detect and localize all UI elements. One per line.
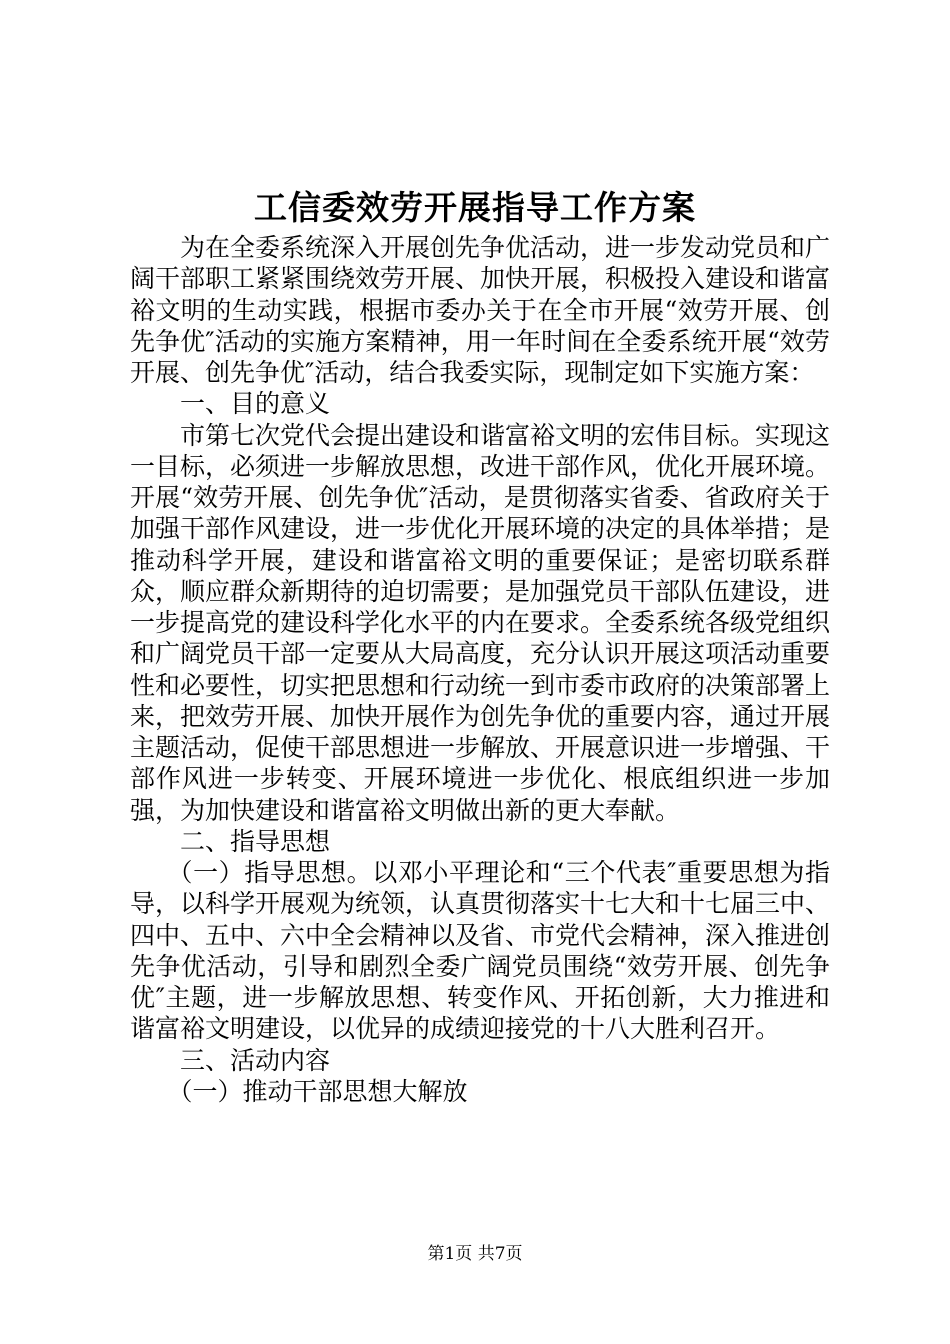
page-number-footer: 第1页 共7页 (427, 1244, 523, 1264)
document-title: 工信委效劳开展指导工作方案 (254, 188, 696, 227)
section-heading-guiding-thought: 二、指导思想 (180, 826, 331, 856)
section-heading-purpose: 一、目的意义 (180, 389, 331, 419)
document-body (130, 232, 830, 1107)
guiding-thought-paragraph: （一）指导思想。以邓小平理论和“三个代表″重要思想为指导，以科学开展观为统领，认真贯彻落实十七大和十七届三中、四中、五中、六中全会精神以及省、市党代会精神，深入推进创先争优活动，引导和剧烈全委广阔党员围绕“效劳开展、创先争优″主题，进一步解放思想、转变作风、开拓创新，大力推进和谐富裕文明建设，以优异的成绩迎接党的十八大胜利召开。 (130, 858, 831, 1044)
intro-paragraph: 为在全委系统深入开展创先争优活动，进一步发动党员和广阔干部职工紧紧围绕效劳开展、加快开展，积极投入建设和谐富裕文明的生动实践，根据市委办关于在全市开展“效劳开展、创先争优″活动的实施方案精神，用一年时间在全委系统开展“效劳开展、创先争优″活动，结合我委实际，现制定如下实施方案： (130, 233, 831, 387)
purpose-paragraph: 市第七次党代会提出建设和谐富裕文明的宏伟目标。实现这一目标，必须进一步解放思想，改进干部作风，优化开展环境。开展“效劳开展、创先争优″活动，是贯彻落实省委、省政府关于加强干部作风建设，进一步优化开展环境的决定的具体举措；是推动科学开展，建设和谐富裕文明的重要保证；是密切联系群众，顺应群众新期待的迫切需要；是加强党员干部队伍建设，进一步提高党的建设科学化水平的内在要求。全委系统各级党组织和广阔党员干部一定要从大局高度，充分认识开展这项活动重要性和必要性，切实把思想和行动统一到市委市政府的决策部署上来，把效劳开展、加快开展作为创先争优的重要内容，通过开展主题活动，促使干部思想进一步解放、开展意识进一步增强、干部作风进一步转变、开展环境进一步优化、根底组织进一步加强，为加快建设和谐富裕文明做出新的更大奉献。 (130, 420, 831, 825)
subsection-heading-thought-liberation: （一）推动干部思想大解放 (167, 1076, 468, 1106)
section-heading-activity-content: 三、活动内容 (180, 1045, 331, 1075)
